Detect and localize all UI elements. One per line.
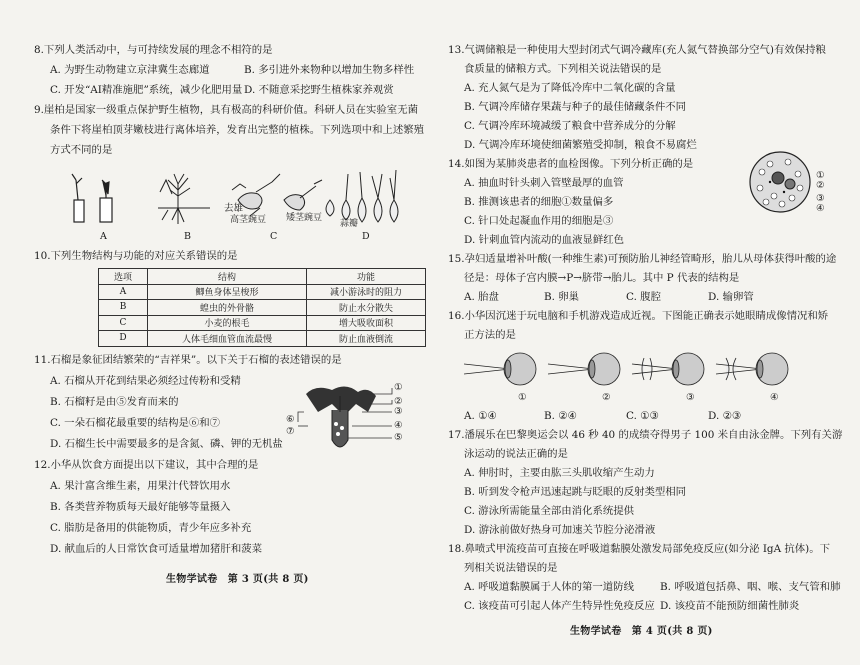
q13-line2: 食质量的储粮方式。下列相关说法错误的是 [464, 63, 662, 75]
q16-option-a: A. ①④ [464, 410, 497, 422]
q10-cell: 人体毛细血管血流最慢 [148, 331, 307, 347]
q11-option-b: B. 石榴籽是由⑤发育而来的 [50, 396, 179, 408]
q11-option-a: A. 石榴从开花到结果必须经过传粉和受精 [50, 375, 241, 387]
q14-num-1: ① [816, 170, 825, 181]
q10-cell: 防止血液倒流 [307, 331, 426, 347]
q10-table [98, 268, 426, 347]
q12-option-c: C. 脂肪是备用的供能物质，青少年应多补充 [50, 522, 252, 534]
right-page [430, 0, 860, 665]
q18-line2: 列相关说法错误的是 [464, 562, 558, 574]
q12-option-a: A. 果汁富含维生素，用果汁代替饮用水 [50, 480, 231, 492]
q14-option-a: A. 抽血时针头刺入管壁最厚的血管 [464, 177, 624, 189]
q11-num-6: ⑥ [286, 414, 295, 425]
right-footer: 生物学试卷 第 4 页(共 8 页) [570, 626, 713, 637]
q10-header-structure: 结构 [148, 269, 307, 285]
q12-option-b: B. 各类营养物质每天最好能够等量摄入 [50, 501, 231, 513]
table-row [99, 315, 426, 331]
q18-option-a: A. 呼吸道黏膜属于人体的第一道防线 [464, 581, 634, 593]
q9-label-b: B [184, 231, 191, 242]
q11-num-3: ③ [394, 406, 403, 417]
q15-option-d: D. 输卵管 [708, 291, 754, 303]
q14-stem: 14.如图为某肺炎患者的血检图像。下列分析正确的是 [448, 158, 694, 170]
garlic-illustration [326, 170, 398, 222]
q10-cell: 增大吸收面积 [307, 315, 426, 331]
q10-cell: A [99, 284, 148, 300]
q10-cell: C [99, 315, 148, 331]
plant-illustration [158, 174, 210, 224]
q14-num-2: ② [816, 180, 825, 191]
q16-option-b: B. ②④ [544, 410, 577, 422]
q9-label-c2: 高茎豌豆 [230, 215, 267, 225]
q9-label-c1: 去雄 [224, 203, 244, 214]
left-footer: 生物学试卷 第 3 页(共 8 页) [166, 574, 309, 585]
q16-line1: 16.小华因沉迷于玩电脑和手机游戏造成近视。下图能正确表示她眼睛成像情况和矫 [448, 310, 829, 322]
q11-num-5: ⑤ [394, 432, 403, 443]
q14-option-c: C. 针口处起凝血作用的细胞是③ [464, 215, 614, 227]
q11-num-4: ④ [394, 420, 403, 431]
q14-num-3: ③ [816, 193, 825, 204]
q11-option-c: C. 一朵石榴花最重要的结构是⑥和⑦ [50, 417, 221, 429]
eye-diagram-4 [716, 353, 788, 385]
q18-option-b: B. 呼吸道包括鼻、咽、喉、支气管和肺 [660, 581, 841, 593]
q13-option-a: A. 充人氮气是为了降低冷库中二氧化碳的含量 [464, 82, 676, 94]
q12-option-d: D. 献血后的人日常饮食可适量增加猪肝和菠菜 [50, 543, 262, 555]
q17-option-b: B. 听到发令枪声迅速起跳与眨眼的反射类型相同 [464, 486, 687, 498]
q9-label-d: D [362, 231, 370, 242]
q15-line2: 径是：母体子宫内膜→P→脐带→胎儿。其中 P 代表的结构是 [464, 272, 740, 284]
q18-line1: 18.鼻喷式甲流疫苗可直接在呼吸道黏膜处激发局部免疫反应(如分泌 IgA 抗体)。下 [448, 543, 830, 555]
q9-label-a: A [100, 231, 107, 242]
q15-option-a: A. 胎盘 [464, 291, 499, 303]
q8-stem: 8.下列人类活动中，与可持续发展的理念不相符的是 [34, 44, 273, 56]
q14-num-4: ④ [816, 203, 825, 214]
q11-option-d: D. 石榴生长中需要最多的是含氮、磷、钾的无机盐 [50, 438, 283, 450]
q10-header-row [99, 269, 426, 285]
q13-option-b: B. 气调冷库储存果蔬与种子的最佳储藏条件不同 [464, 101, 687, 113]
q16-num-4: ④ [770, 392, 779, 403]
q18-option-d: D. 该疫苗不能预防细菌性肺炎 [660, 600, 800, 612]
q16-option-c: C. ①③ [626, 410, 659, 422]
table-row [99, 300, 426, 316]
q15-option-b: B. 卵巢 [544, 291, 580, 303]
q9-line3: 方式不同的是 [50, 144, 113, 156]
q14-option-b: B. 推测该患者的细胞①数量偏多 [464, 196, 614, 208]
q16-num-3: ③ [686, 392, 695, 403]
q8-option-a: A. 为野生动物建立京津冀生态廊道 [50, 64, 210, 76]
q10-cell: 减小游泳时的阻力 [307, 284, 426, 300]
cutting-illustration [72, 174, 112, 222]
q16-option-d: D. ②③ [708, 410, 742, 422]
eye-diagram-3 [632, 353, 704, 385]
q9-label-c3: 矮茎豌豆 [286, 213, 323, 223]
q10-cell: D [99, 331, 148, 347]
q8-option-c: C. 开发“AI精准施肥”系统，减少化肥用量 [50, 84, 243, 96]
q10-cell: 鲫鱼身体呈梭形 [148, 284, 307, 300]
blood-smear-illustration [748, 150, 812, 214]
q17-option-a: A. 伸肘时，主要由肱三头肌收缩产生动力 [464, 467, 655, 479]
q11-num-1: ① [394, 382, 403, 393]
q8-option-d: D. 不随意采挖野生植株家养观赏 [244, 84, 394, 96]
q13-option-c: C. 气调冷库环境减缓了粮食中营养成分的分解 [464, 120, 676, 132]
q13-line1: 13.气调储粮是一种使用大型封闭式气调冷藏库(充人氮气替换部分空气)有效保持粮 [448, 44, 826, 56]
eye-diagrams [464, 348, 804, 390]
q9-label-d1: 蒜瓣 [340, 219, 359, 229]
q10-cell: B [99, 300, 148, 316]
q16-line2: 正方法的是 [464, 329, 516, 341]
q16-num-1: ① [518, 392, 527, 403]
q17-line2: 泳运动的说法正确的是 [464, 448, 568, 460]
q17-line1: 17.潘展乐在巴黎奥运会以 46 秒 40 的成绩夺得男子 100 米自由泳金牌。下列有关游 [448, 429, 843, 441]
q10-header-option: 选项 [99, 269, 148, 285]
q16-num-2: ② [602, 392, 611, 403]
table-row [99, 284, 426, 300]
q12-stem: 12.小华从饮食方面提出以下建议，其中合理的是 [34, 459, 259, 471]
q18-option-c: C. 该疫苗可引起人体产生特异性免疫反应 [464, 600, 655, 612]
q17-option-d: D. 游泳前做好热身可加速关节腔分泌滑液 [464, 524, 656, 536]
q9-line2: 条件下将崖柏顶芽嫩枝进行离体培养，发育出完整的植株。下列选项中和上述繁殖 [50, 124, 425, 136]
q11-stem: 11.石榴是象征团结繁荣的“吉祥果”。以下关于石榴的表述错误的是 [34, 354, 342, 366]
q13-option-d: D. 气调冷库环境使细菌繁殖受抑制，粮食不易腐烂 [464, 139, 697, 151]
q10-cell: 小麦的根毛 [148, 315, 307, 331]
q9-line1: 9.崖柏是国家一级重点保护野生植物，具有极高的科研价值。科研人员在实验室无菌 [34, 104, 418, 116]
q17-option-c: C. 游泳所需能量全部由消化系统提供 [464, 505, 635, 517]
q10-cell: 防止水分散失 [307, 300, 426, 316]
table-row [99, 331, 426, 347]
q11-num-7: ⑦ [286, 426, 295, 437]
q14-option-d: D. 针刺血管内流动的血液显鲜红色 [464, 234, 625, 246]
eye-diagram-1 [464, 353, 536, 385]
q11-num-2: ② [394, 396, 403, 407]
q15-option-c: C. 腹腔 [626, 291, 661, 303]
eye-diagram-2 [548, 353, 620, 385]
q15-line1: 15.孕妇适量增补叶酸(一种维生素)可预防胎儿神经管畸形，胎儿从母体获得叶酸的途 [448, 253, 837, 265]
q8-option-b: B. 多引进外来物种以增加生物多样性 [244, 64, 415, 76]
q10-header-function: 功能 [307, 269, 426, 285]
q10-stem: 10.下列生物结构与功能的对应关系错误的是 [34, 250, 238, 262]
q9-label-c: C [270, 231, 278, 242]
q10-cell: 蝗虫的外骨骼 [148, 300, 307, 316]
